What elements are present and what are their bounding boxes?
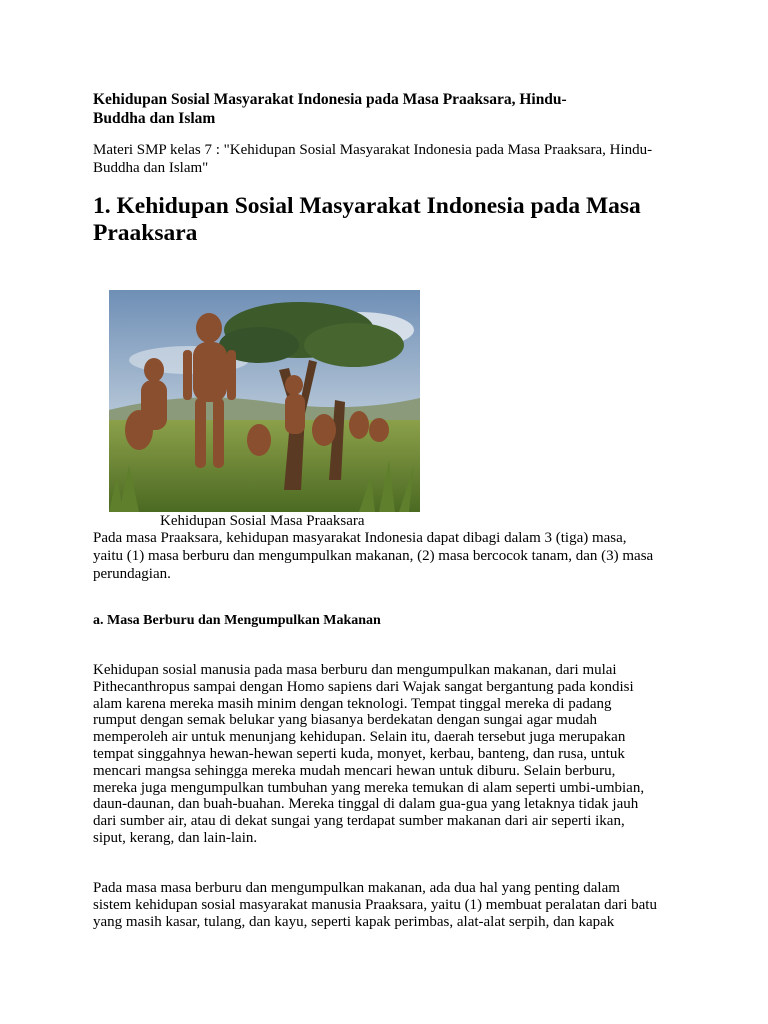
paragraph-line: alam karena mereka masih minim dengan teknologi. Tempat tinggal mereka di padang: [93, 695, 612, 712]
intro-paragraph: [93, 141, 685, 177]
paragraph-line: siput, kerang, dan lain-lain.: [93, 829, 258, 846]
paragraph-line: mencari mangsa sehingga mereka mudah mencari hewan untuk diburu. Selain berburu,: [93, 762, 616, 779]
paragraph-line: memperoleh air untuk menunjang kehidupan. Selain itu, daerah tersebut juga merupakan: [93, 729, 626, 746]
title-line: Buddha dan Islam: [93, 110, 216, 127]
paragraph-sistem-kehidupan: [93, 880, 685, 930]
heading-line: Praaksara: [93, 220, 198, 246]
paragraph-line: Pada masa Praaksara, kehidupan masyarakat Indonesia dapat dibagi dalam 3 (tiga) masa,: [93, 530, 627, 546]
paragraph-line: yang masih kasar, tulang, dan kayu, seperti kapak perimbas, alat-alat serpih, dan kapak: [93, 913, 615, 930]
paragraph-line: yaitu (1) masa berburu dan mengumpulkan makanan, (2) masa bercocok tanam, dan (3) masa: [93, 548, 654, 564]
paragraph-masa-berburu: [93, 662, 685, 847]
heading-line: 1. Kehidupan Sosial Masyarakat Indonesia pada Masa: [93, 193, 641, 219]
prehistoric-humans-illustration: [109, 290, 420, 512]
paragraph-intro-praaksara: [93, 529, 685, 583]
paragraph-line: Kehidupan sosial manusia pada masa berburu dan mengumpulkan makanan, dari mulai: [93, 662, 617, 678]
document-title: [93, 90, 653, 128]
paragraph-line: Pithecanthropus sampai dengan Homo sapiens dari Wajak sangat bergantung pada kondisi: [93, 678, 634, 695]
paragraph-line: Pada masa masa berburu dan mengumpulkan makanan, ada dua hal yang penting dalam: [93, 880, 620, 896]
paragraph-line: perundagian.: [93, 566, 171, 582]
paragraph-line: rumput dengan semak belukar yang biasanya berdekatan dengan sungai agar mudah: [93, 712, 597, 729]
title-line: Kehidupan Sosial Masyarakat Indonesia pada Masa Praaksara, Hindu-: [93, 91, 567, 108]
paragraph-line: dari sumber air, atau di dekat sungai yang terdapat sumber makanan dari air seperti ikan,: [93, 813, 625, 830]
paragraph-line: daun-daunan, dan buah-buahan. Mereka tinggal di dalam gua-gua yang letaknya tidak jauh: [93, 796, 639, 813]
intro-line: Materi SMP kelas 7 : "Kehidupan Sosial Masyarakat Indonesia pada Masa Praaksara, Hindu-: [93, 142, 653, 158]
intro-line: Buddha dan Islam": [93, 160, 209, 176]
figure-caption: Kehidupan Sosial Masa Praaksara: [160, 513, 365, 529]
paragraph-line: mereka juga mengumpulkan tumbuhan yang mereka temukan di alam seperti umbi-umbian,: [93, 779, 645, 796]
section-1-heading: [93, 193, 685, 247]
subheading-a: a. Masa Berburu dan Mengumpulkan Makanan: [93, 613, 381, 628]
paragraph-line: sistem kehidupan sosial masyarakat manusia Praaksara, yaitu (1) membuat peralatan dari batu: [93, 896, 657, 913]
paragraph-line: tempat singgahnya hewan-hewan seperti kuda, monyet, kerbau, banteng, dan rusa, untuk: [93, 745, 625, 762]
